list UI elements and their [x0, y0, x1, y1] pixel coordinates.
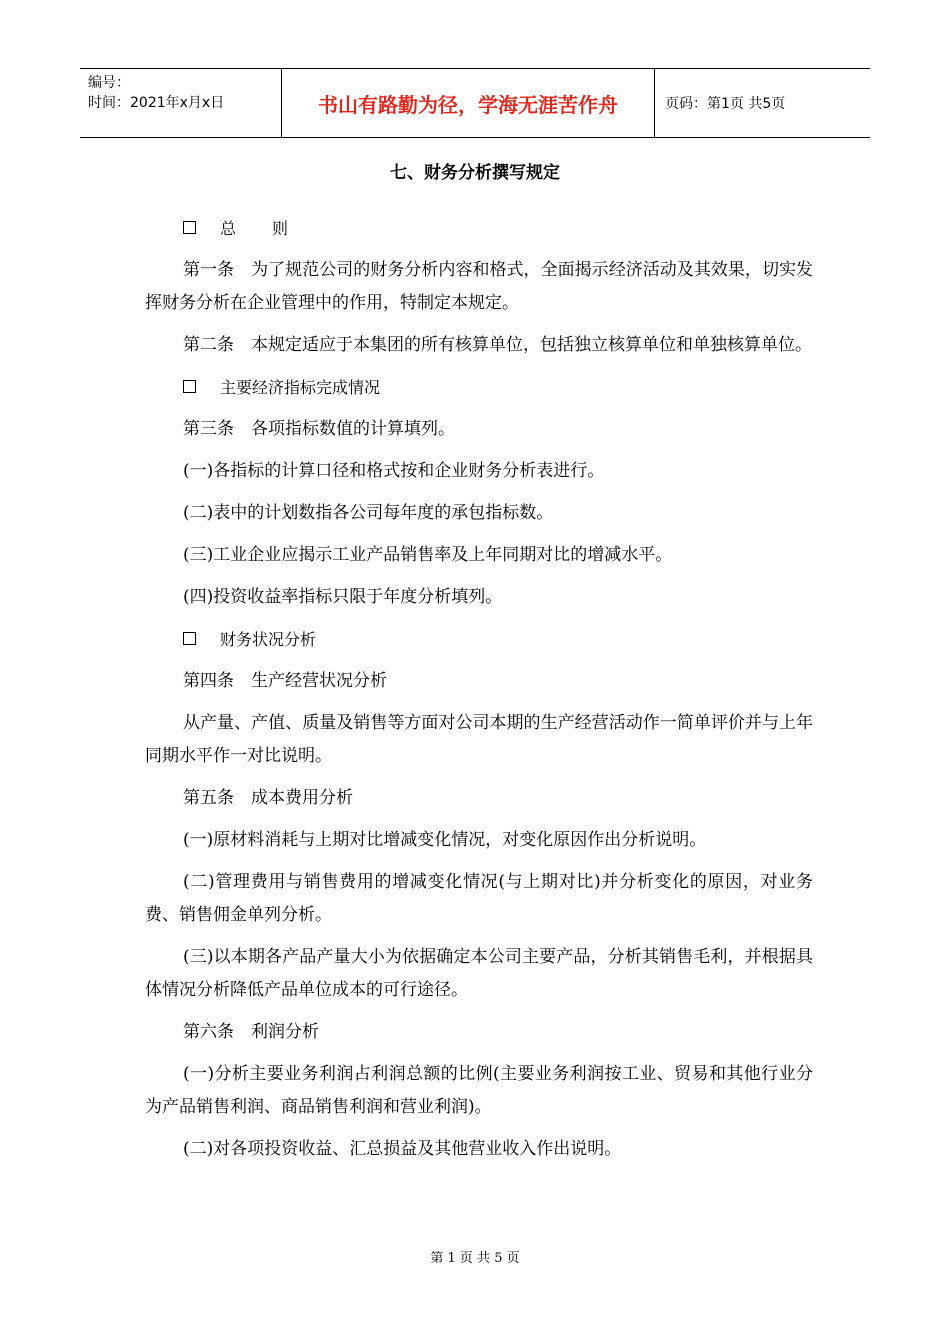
header-motto: 书山有路勤为径，学海无涯苦作舟 — [282, 69, 655, 137]
section-heading-general: 总 则 — [145, 212, 813, 245]
article-6: 第六条 利润分析 — [183, 1022, 319, 1042]
article-3-item-1: (一)各指标的计算口径和格式按和企业财务分析表进行。 — [183, 461, 605, 481]
page-header — [80, 68, 870, 138]
header-meta-cell — [80, 69, 282, 137]
article-5-item-3: (三)以本期各产品产量大小为依据确定本公司主要产品，分析其销售毛利，并根据具体情况分析降低产品单位成本的可行途径。 — [145, 947, 813, 1000]
article-5-item-2: (二)管理费用与销售费用的增减变化情况(与上期对比)并分析变化的原因，对业务费、销售佣金单列分析。 — [145, 872, 813, 925]
header-page-info: 页码：第1页 共5页 — [665, 96, 786, 112]
article-4: 第四条 生产经营状况分析 — [183, 671, 387, 691]
article-5: 第五条 成本费用分析 — [183, 788, 353, 808]
article-3-item-3: (三)工业企业应揭示工业产品销售率及上年同期对比的增减水平。 — [183, 545, 673, 565]
article-3: 第三条 各项指标数值的计算填列。 — [183, 419, 455, 439]
article-6-item-2: (二)对各项投资收益、汇总损益及其他营业收入作出说明。 — [183, 1139, 622, 1159]
document-body — [145, 212, 813, 1175]
article-6-item-1: (一)分析主要业务利润占利润总额的比例(主要业务利润按工业、贸易和其他行业分为产品销售利润、商品销售利润和营业利润)。 — [145, 1064, 813, 1117]
checkbox-square-icon — [183, 221, 196, 234]
checkbox-square-icon — [183, 632, 196, 645]
article-3-item-4: (四)投资收益率指标只限于年度分析填列。 — [183, 587, 503, 607]
page-footer: 第 1 页 共 5 页 — [430, 1251, 520, 1266]
section-heading-indicators: 主要经济指标完成情况 — [145, 371, 813, 404]
article-3-item-2: (二)表中的计划数指各公司每年度的承包指标数。 — [183, 503, 554, 523]
checkbox-square-icon — [183, 380, 196, 393]
article-2: 第二条 本规定适应于本集团的所有核算单位，包括独立核算单位和单独核算单位。 — [183, 335, 812, 355]
document-title: 七、财务分析撰写规定 — [390, 163, 560, 183]
document-date: 时间：2021年x月x日 — [88, 95, 225, 111]
section-heading-financial-status: 财务状况分析 — [145, 623, 813, 656]
document-number-label: 编号： — [88, 75, 130, 91]
article-4-body: 从产量、产值、质量及销售等方面对公司本期的生产经营活动作一简单评价并与上年同期水平作一对比说明。 — [145, 713, 813, 766]
article-1: 第一条 为了规范公司的财务分析内容和格式，全面揭示经济活动及其效果，切实发挥财务分析在企业管理中的作用，特制定本规定。 — [145, 260, 813, 313]
article-5-item-1: (一)原材料消耗与上期对比增减变化情况，对变化原因作出分析说明。 — [183, 830, 707, 850]
